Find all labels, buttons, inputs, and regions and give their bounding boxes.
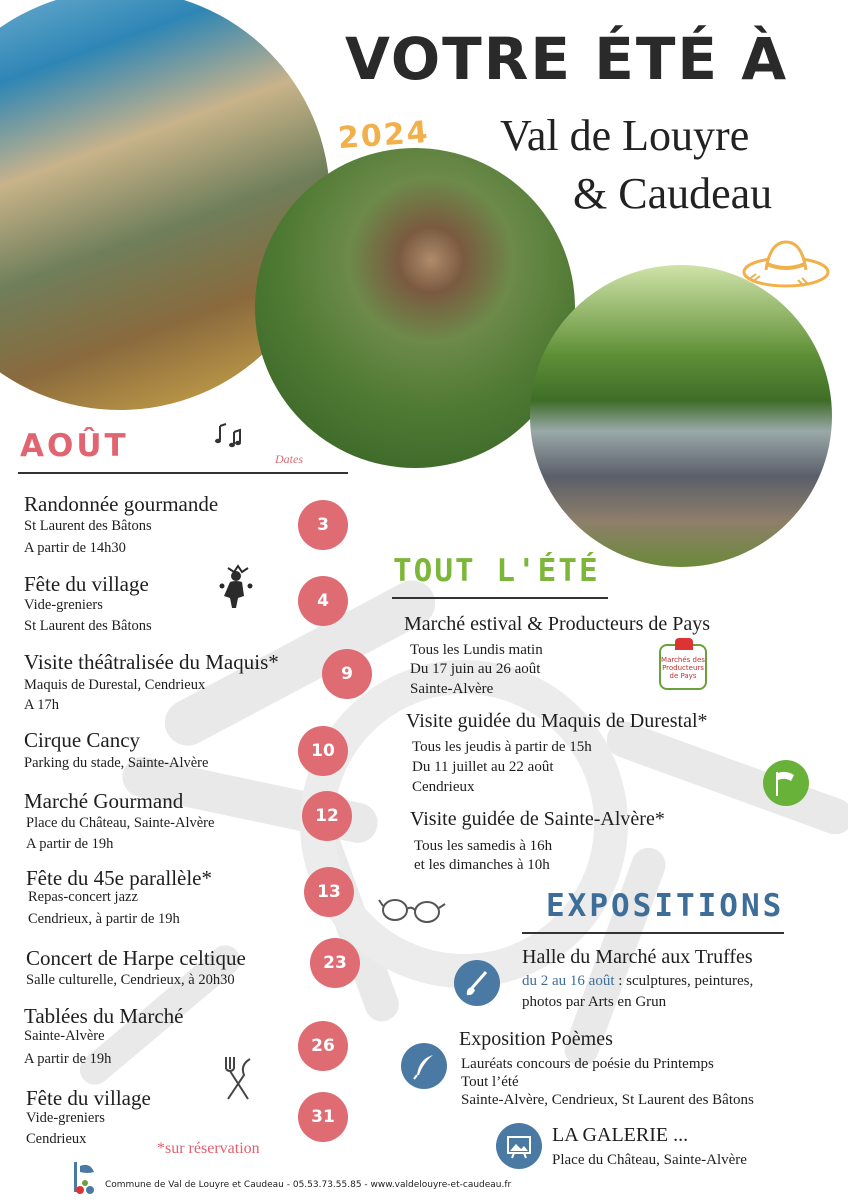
summer-item-detail: et les dimanches à 10h bbox=[414, 857, 550, 873]
summer-item-title: Visite guidée de Sainte-Alvère* bbox=[410, 808, 665, 830]
event-title: Tablées du Marché bbox=[24, 1004, 184, 1028]
section-heading-tout-ete: TOUT L'ÉTÉ bbox=[393, 553, 600, 589]
expo-detail: Place du Château, Sainte-Alvère bbox=[552, 1152, 747, 1168]
divider bbox=[522, 932, 784, 934]
event-detail: Parking du stade, Sainte-Alvère bbox=[24, 755, 209, 771]
event-title: Fête du 45e parallèle* bbox=[26, 866, 213, 890]
badge-line: de Pays bbox=[669, 672, 697, 680]
expo-detail bbox=[522, 973, 753, 990]
event-detail: A partir de 14h30 bbox=[24, 540, 126, 556]
expo-title: LA GALERIE ... bbox=[552, 1124, 689, 1146]
summer-item-detail: Du 17 juin au 26 août bbox=[410, 661, 541, 677]
juggler-icon bbox=[216, 564, 256, 612]
flag-icon bbox=[763, 760, 809, 806]
event-detail: St Laurent des Bâtons bbox=[24, 518, 152, 534]
poster-title: VOTRE ÉTÉ À bbox=[345, 25, 789, 93]
divider bbox=[392, 597, 608, 599]
year-label: 2024 bbox=[336, 114, 431, 157]
date-badge: 12 bbox=[302, 791, 352, 841]
event-title: Marché Gourmand bbox=[24, 789, 184, 813]
event-title: Cirque Cancy bbox=[24, 728, 141, 752]
expo-detail: photos par Arts en Grun bbox=[522, 994, 667, 1010]
expo-dates: du 2 au 16 août bbox=[522, 973, 615, 989]
expo-title: Exposition Poèmes bbox=[459, 1028, 613, 1050]
reservation-note: *sur réservation bbox=[157, 1140, 260, 1157]
event-detail: Sainte-Alvère bbox=[24, 1028, 105, 1044]
event-detail: A partir de 19h bbox=[24, 1051, 112, 1067]
event-title: Visite théâtralisée du Maquis* bbox=[24, 650, 279, 674]
event-detail: Place du Château, Sainte-Alvère bbox=[26, 815, 215, 831]
event-detail: Cendrieux bbox=[26, 1131, 87, 1147]
summer-item-title: Marché estival & Producteurs de Pays bbox=[404, 613, 711, 635]
date-badge: 31 bbox=[298, 1092, 348, 1142]
event-detail: Salle culturelle, Cendrieux, à 20h30 bbox=[26, 972, 235, 988]
footer-contact: Commune de Val de Louyre et Caudeau - 05.53.73.55.85 - www.valdelouyre-et-caudeau.fr bbox=[105, 1180, 512, 1190]
event-title: Fête du village bbox=[24, 572, 149, 596]
paintbrush-icon bbox=[454, 960, 500, 1006]
event-title: Concert de Harpe celtique bbox=[26, 946, 246, 970]
date-badge: 26 bbox=[298, 1021, 348, 1071]
cutlery-icon bbox=[220, 1055, 256, 1101]
event-detail: Maquis de Durestal, Cendrieux bbox=[24, 677, 206, 693]
music-notes-icon bbox=[212, 420, 244, 452]
event-detail: A 17h bbox=[24, 697, 60, 713]
garden-photo bbox=[255, 148, 575, 468]
section-heading-aout: AOÛT bbox=[20, 428, 129, 464]
badge-line: Producteurs bbox=[662, 664, 704, 672]
straw-hat-icon bbox=[740, 234, 832, 294]
event-detail: Vide-greniers bbox=[24, 597, 103, 613]
expo-detail: Tout l’été bbox=[461, 1074, 519, 1090]
basket-icon bbox=[675, 638, 693, 650]
producteurs-badge bbox=[659, 644, 707, 690]
dates-label: Dates bbox=[275, 452, 303, 466]
town-name-line1: Val de Louyre bbox=[500, 111, 750, 160]
event-detail: Vide-greniers bbox=[26, 1110, 105, 1126]
date-badge: 13 bbox=[304, 867, 354, 917]
commune-logo-icon bbox=[72, 1160, 100, 1196]
event-detail: Repas-concert jazz bbox=[28, 889, 138, 905]
summer-item-detail: Tous les jeudis à partir de 15h bbox=[412, 739, 592, 755]
expo-title: Halle du Marché aux Truffes bbox=[522, 946, 753, 968]
date-badge: 10 bbox=[298, 726, 348, 776]
date-badge: 4 bbox=[298, 576, 348, 626]
badge-line: Marchés des bbox=[661, 656, 705, 664]
expo-detail-rest: : sculptures, peintures, bbox=[614, 973, 754, 989]
expo-detail: Sainte-Alvère, Cendrieux, St Laurent des Bâtons bbox=[461, 1092, 754, 1108]
event-detail: Cendrieux, à partir de 19h bbox=[28, 911, 180, 927]
event-title: Randonnée gourmande bbox=[24, 492, 219, 516]
glasses-icon bbox=[377, 892, 449, 928]
event-title: Fête du village bbox=[26, 1086, 151, 1110]
date-badge: 23 bbox=[310, 938, 360, 988]
event-detail: A partir de 19h bbox=[26, 836, 114, 852]
town-name-line2: & Caudeau bbox=[573, 169, 773, 218]
gallery-icon bbox=[496, 1123, 542, 1169]
summer-item-detail: Tous les Lundis matin bbox=[410, 642, 543, 658]
expo-detail: Lauréats concours de poésie du Printemps bbox=[461, 1056, 714, 1072]
gathering-photo bbox=[530, 265, 832, 567]
summer-item-title: Visite guidée du Maquis de Durestal* bbox=[406, 710, 708, 732]
event-detail: St Laurent des Bâtons bbox=[24, 618, 152, 634]
summer-item-detail: Sainte-Alvère bbox=[410, 681, 494, 697]
summer-item-detail: Cendrieux bbox=[412, 779, 475, 795]
section-heading-expositions: EXPOSITIONS bbox=[546, 888, 785, 924]
date-badge: 3 bbox=[298, 500, 348, 550]
summer-item-detail: Du 11 juillet au 22 août bbox=[412, 759, 554, 775]
summer-item-detail: Tous les samedis à 16h bbox=[414, 838, 553, 854]
divider bbox=[18, 472, 348, 474]
date-badge: 9 bbox=[322, 649, 372, 699]
quill-icon bbox=[401, 1043, 447, 1089]
